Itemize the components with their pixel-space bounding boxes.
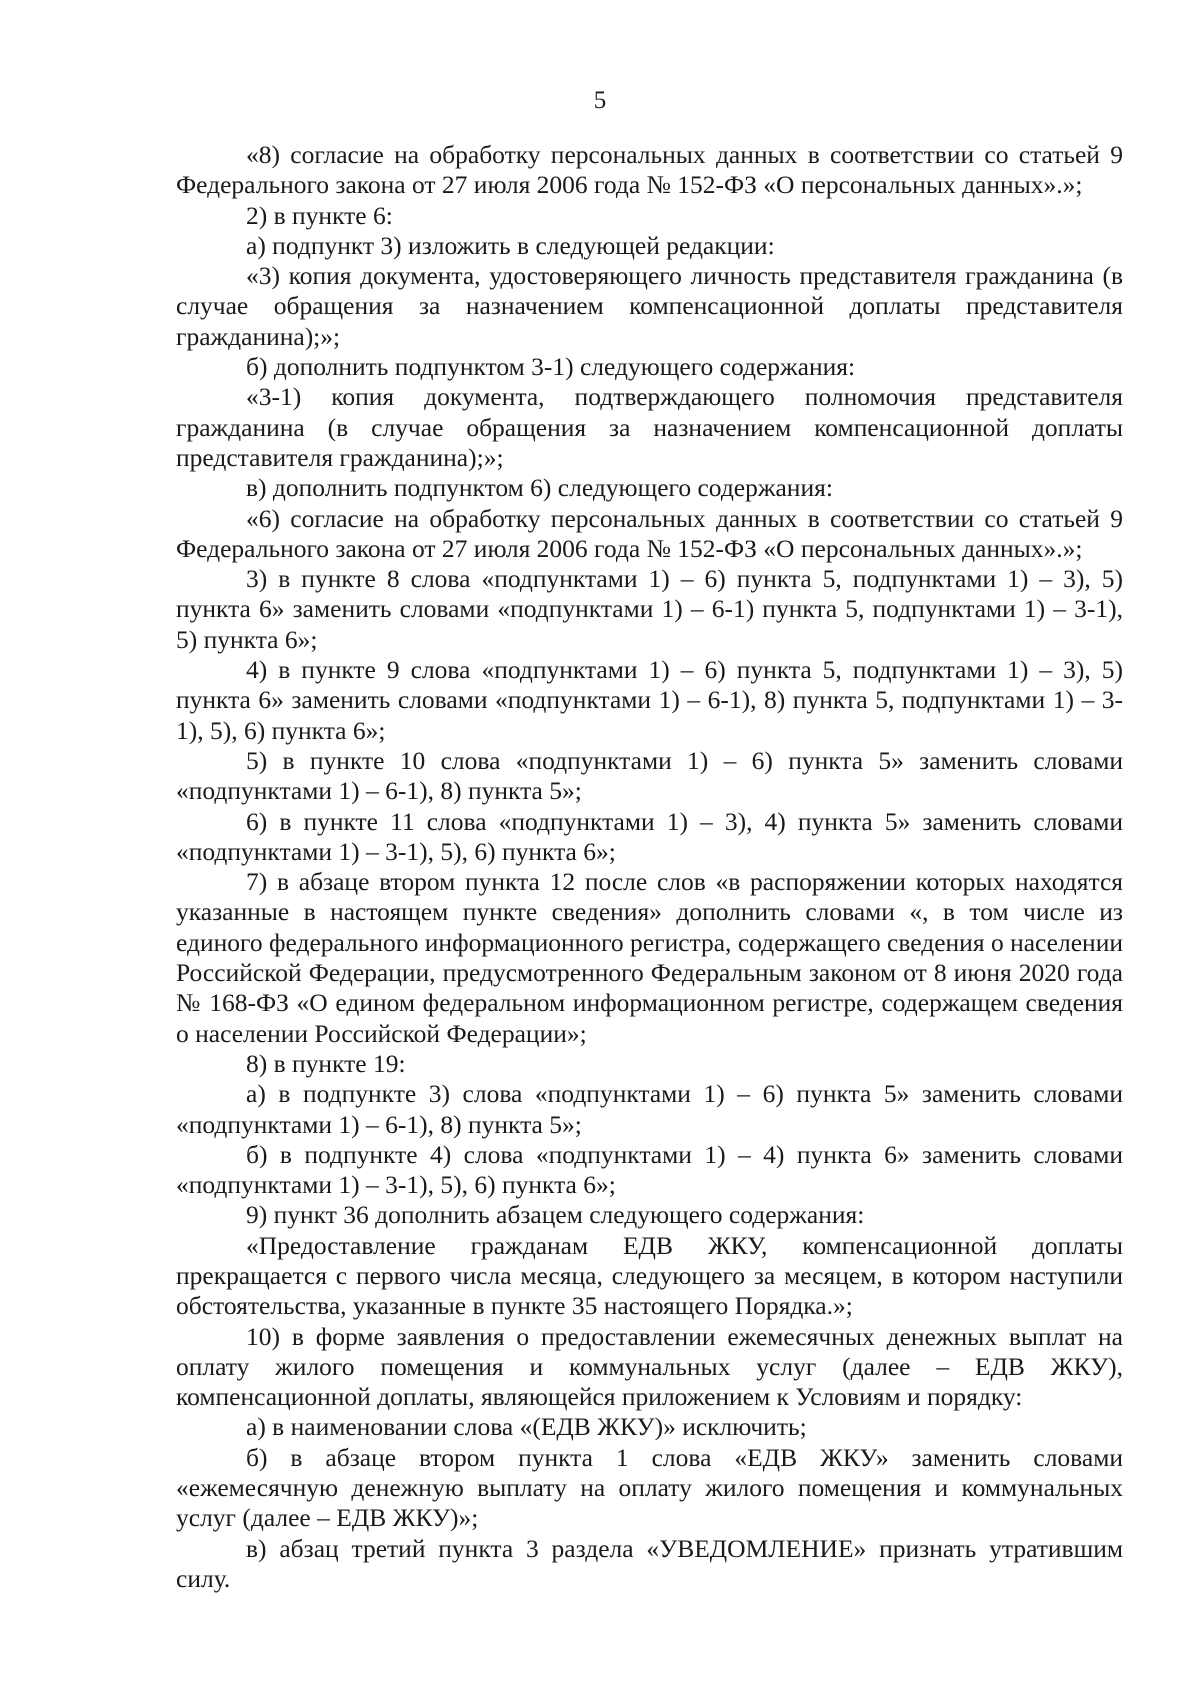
paragraph: б) в абзаце втором пункта 1 слова «ЕДВ ЖКУ» заменить словами «ежемесячную денежную выплату на оплату жилого помещения и коммунальных услуг (далее – ЕДВ ЖКУ)»;: [176, 1442, 1123, 1533]
paragraph: «6) согласие на обработку персональных данных в соответствии со статьей 9 Федерального закона от 27 июля 2006 года № 152-ФЗ «О персональных данных».»;: [176, 503, 1123, 563]
paragraph: 6) в пункте 11 слова «подпунктами 1) – 3), 4) пункта 5» заменить словами «подпунктами 1) – 3-1), 5), 6) пункта 6»;: [176, 806, 1123, 866]
paragraph: б) дополнить подпунктом 3-1) следующего содержания:: [246, 352, 856, 382]
paragraph: 9) пункт 36 дополнить абзацем следующего содержания:: [246, 1200, 865, 1230]
paragraph: «3) копия документа, удостоверяющего личность представителя гражданина (в случае обращения за назначением компенсационной доплаты представителя гражданина);»;: [176, 261, 1123, 351]
paragraph: в) абзац третий пункта 3 раздела «УВЕДОМЛЕНИЕ» признать утратившим силу.: [176, 1533, 1123, 1593]
paragraph: 7) в абзаце втором пункта 12 после слов «в распоряжении которых находятся указанные в настоящем пункте сведения» дополнить словами «, в том числе из единого федерального информационного регистра, содержащего сведения о населении Российской Федерации, предусмотренного Федеральным законом от 8 июня 2020 года № 168-ФЗ «О едином федеральном информационном регистре, содержащем сведения о населении Российской Федерации»;: [176, 867, 1123, 1048]
paragraph: «8) согласие на обработку персональных данных в соответствии со статьей 9 Федерального закона от 27 июля 2006 года № 152-ФЗ «О персональных данных».»;: [176, 140, 1123, 200]
paragraph: 3) в пункте 8 слова «подпунктами 1) – 6) пункта 5, подпунктами 1) – 3), 5) пункта 6» заменить словами «подпунктами 1) – 6-1) пункта 5, подпунктами 1) – 3-1), 5) пункта 6»;: [176, 564, 1123, 654]
paragraph: а) в подпункте 3) слова «подпунктами 1) – 6) пункта 5» заменить словами «подпунктами 1) – 6-1), 8) пункта 5»;: [176, 1079, 1123, 1139]
paragraph: 8) в пункте 19:: [246, 1048, 406, 1078]
paragraph: в) дополнить подпунктом 6) следующего содержания:: [246, 473, 833, 503]
paragraph: а) в наименовании слова «(ЕДВ ЖКУ)» исключить;: [246, 1412, 807, 1442]
document-body: [176, 140, 1123, 1594]
paragraph: «Предоставление гражданам ЕДВ ЖКУ, компенсационной доплаты прекращается с первого числа месяца, следующего за месяцем, в котором наступили обстоятельства, указанные в пункте 35 настоящего Порядка.»;: [176, 1230, 1123, 1321]
paragraph: 2) в пункте 6:: [246, 200, 393, 230]
paragraph: 4) в пункте 9 слова «подпунктами 1) – 6) пункта 5, подпунктами 1) – 3), 5) пункта 6» заменить словами «подпунктами 1) – 6-1), 8) пункта 5, подпунктами 1) – 3-1), 5), 6) пункта 6»;: [176, 655, 1123, 745]
paragraph: а) подпункт 3) изложить в следующей редакции:: [246, 230, 775, 260]
paragraph: 10) в форме заявления о предоставлении ежемесячных денежных выплат на оплату жилого помещения и коммунальных услуг (далее – ЕДВ ЖКУ), компенсационной доплаты, являющейся приложением к Условиям и порядку:: [176, 1321, 1123, 1412]
paragraph: б) в подпункте 4) слова «подпунктами 1) – 4) пункта 6» заменить словами «подпунктами 1) – 3-1), 5), 6) пункта 6»;: [176, 1139, 1123, 1200]
paragraph: «3-1) копия документа, подтверждающего полномочия представителя гражданина (в случае обращения за назначением компенсационной доплаты представителя гражданина);»;: [176, 382, 1123, 472]
page-number: 5: [593, 87, 607, 114]
paragraph: 5) в пункте 10 слова «подпунктами 1) – 6) пункта 5» заменить словами «подпунктами 1) – 6-1), 8) пункта 5»;: [176, 745, 1123, 806]
